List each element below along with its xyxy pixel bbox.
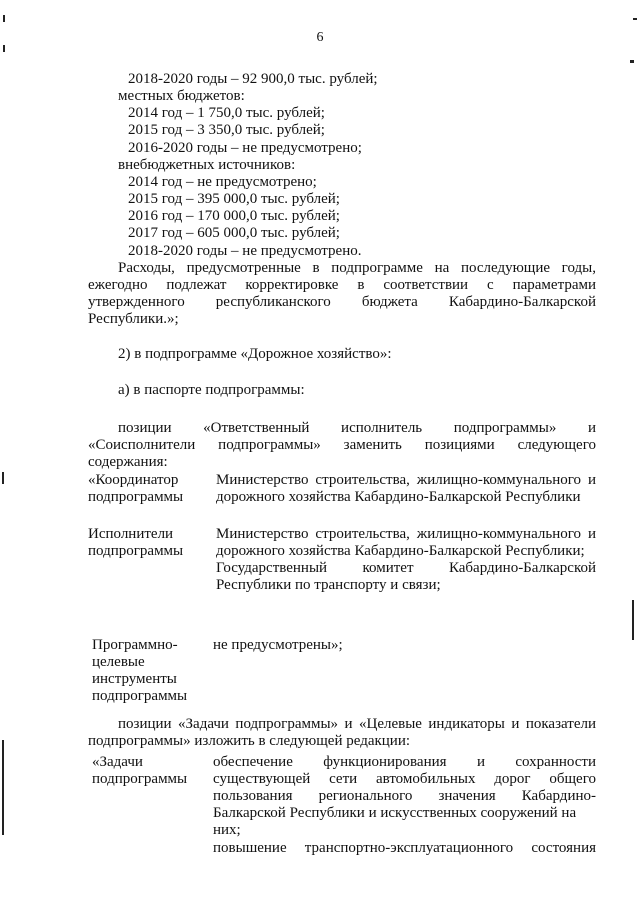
executors-value: Республики по транспорту и связи; (216, 577, 441, 593)
positions-paragraph-line: позиции «Ответственный исполнитель подпрограммы» и (118, 420, 596, 436)
funding-line: местных бюджетов: (118, 88, 245, 104)
scan-mark (3, 15, 5, 22)
tasks-label: «Задачи (92, 754, 143, 770)
funding-line: 2016-2020 годы – не предусмотрено; (128, 140, 362, 156)
scan-mark (3, 45, 5, 52)
tasks-value: повышение транспортно-эксплуатационного состояния (213, 840, 596, 856)
executors-label: Исполнители (88, 526, 174, 542)
scan-mark (633, 18, 637, 20)
funding-line: 2016 год – 170 000,0 тыс. рублей; (128, 208, 340, 224)
tasks-paragraph-line: позиции «Задачи подпрограммы» и «Целевые индикаторы и показатели (118, 716, 596, 732)
funding-line: 2014 год – 1 750,0 тыс. рублей; (128, 105, 325, 121)
program-tools-label: Программно- (92, 637, 178, 653)
positions-paragraph-line: содержания: (88, 454, 168, 470)
scan-mark (2, 472, 4, 484)
scan-mark (632, 600, 634, 640)
tasks-value: существующей сети автомобильных дорог общего (213, 771, 596, 787)
tasks-value: обеспечение функционирования и сохранности (213, 754, 596, 770)
funding-line: 2015 год – 395 000,0 тыс. рублей; (128, 191, 340, 207)
coordinator-value: дорожного хозяйства Кабардино-Балкарской Республики (216, 489, 581, 505)
program-tools-label: подпрограммы (92, 688, 188, 704)
coordinator-label: «Координатор (88, 472, 179, 488)
expenses-paragraph-line: утвержденного республиканского бюджета Кабардино-Балкарской (88, 294, 596, 310)
scan-mark (630, 60, 634, 63)
tasks-value: них; (213, 822, 241, 838)
funding-line: 2018-2020 годы – 92 900,0 тыс. рублей; (128, 71, 378, 87)
program-tools-label: инструменты (92, 671, 177, 687)
funding-line: 2014 год – не предусмотрено; (128, 174, 317, 190)
page-number: 6 (316, 30, 324, 45)
scan-mark (2, 740, 4, 835)
item-2-heading: 2) в подпрограмме «Дорожное хозяйство»: (118, 346, 392, 362)
funding-line: 2017 год – 605 000,0 тыс. рублей; (128, 225, 340, 241)
expenses-paragraph-line: Расходы, предусмотренные в подпрограмме на последующие годы, (118, 260, 596, 276)
positions-paragraph-line: «Соисполнители подпрограммы» заменить позициями следующего (88, 437, 596, 453)
funding-line: 2015 год – 3 350,0 тыс. рублей; (128, 122, 325, 138)
executors-value: Государственный комитет Кабардино-Балкарской (216, 560, 596, 576)
coordinator-label: подпрограммы (88, 489, 184, 505)
funding-line: внебюджетных источников: (118, 157, 296, 173)
executors-value: Министерство строительства, жилищно-коммунального и (216, 526, 596, 542)
coordinator-value: Министерство строительства, жилищно-коммунального и (216, 472, 596, 488)
tasks-label: подпрограммы (92, 771, 188, 787)
funding-line: 2018-2020 годы – не предусмотрено. (128, 243, 362, 259)
tasks-value: пользования регионального значения Кабардино- (213, 788, 596, 804)
tasks-paragraph-line: подпрограммы» изложить в следующей редакции: (88, 733, 411, 749)
tasks-value: Балкарской Республики и искусственных сооружений на (213, 805, 577, 821)
executors-value: дорожного хозяйства Кабардино-Балкарской Республики; (216, 543, 585, 559)
program-tools-label: целевые (92, 654, 145, 670)
item-a-heading: а) в паспорте подпрограммы: (118, 382, 305, 398)
executors-label: подпрограммы (88, 543, 184, 559)
expenses-paragraph-line: ежегодно подлежат корректировке в соответствии с параметрами (88, 277, 596, 293)
program-tools-value: не предусмотрены»; (213, 637, 343, 653)
expenses-paragraph-line: Республики.»; (88, 311, 179, 327)
